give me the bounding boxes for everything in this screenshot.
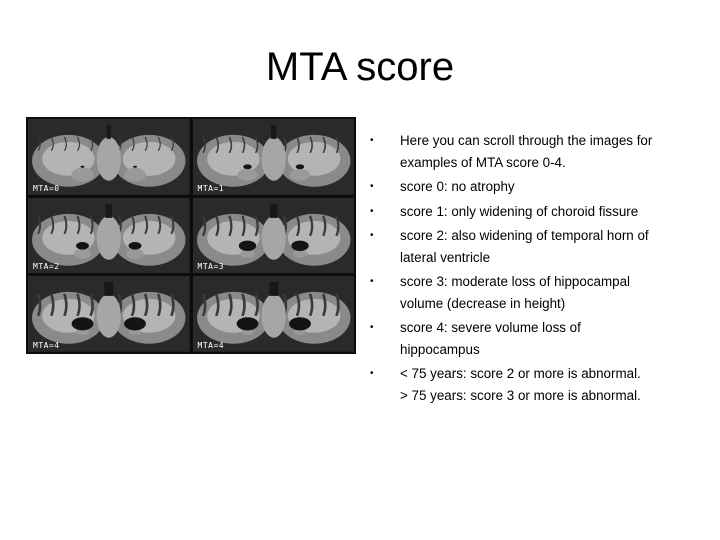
mri-panel-label: MTA=3 [197,262,225,272]
bullet-item [370,130,690,173]
bullet-dot: • [370,276,374,287]
bullet-item [370,225,690,268]
temporal-horn [72,318,94,331]
bullet-text: examples of MTA score 0-4. [400,154,566,170]
bullet-text: score 1: only widening of choroid fissure [400,203,639,219]
bullet-text: lateral ventricle [400,249,491,265]
temporal-horn [243,164,251,169]
brainstem [97,294,121,338]
bullet-text: score 2: also widening of temporal horn of [400,228,649,243]
slide-title: MTA score [265,45,455,89]
temporal-horn [76,242,89,250]
brainstem [97,137,121,181]
mri-panel-label: MTA=2 [33,262,60,272]
temporal-horn [238,240,255,250]
bullet-text: Here you can scroll through the images for [400,133,653,148]
bullet-dot: • [370,230,374,241]
bullet-text: score 0: no atrophy [400,179,515,194]
bullet-text: score 3: moderate loss of hippocampal [400,274,630,289]
mri-panel [28,119,190,195]
mri-panel [28,198,190,274]
temporal-horn [295,164,303,169]
bullet-text: volume (decrease in height) [400,295,566,311]
temporal-horn [129,242,142,250]
bullet-text: score 4: severe volume loss of [400,320,581,335]
hippocampus [74,248,91,258]
temporal-horn [124,318,146,331]
temporal-horn [133,166,137,168]
bullet-item [370,176,690,198]
bullet-text: hippocampus [400,341,480,357]
temporal-horn [291,240,308,250]
ventricle [271,125,276,139]
bullet-text: > 75 years: score 3 or more is abnormal. [400,387,641,403]
bullet-item [370,317,690,360]
bullet-dot: • [370,205,374,217]
mri-panel-label: MTA=4 [33,340,60,350]
brainstem [261,216,285,260]
bullet-dot: • [370,135,374,146]
ventricle [106,204,112,218]
bullet-dot: • [370,181,374,192]
hippocampus [124,168,146,182]
temporal-horn [236,318,258,331]
mri-panel-label: MTA=0 [33,183,60,193]
bullet-dot: • [370,322,374,333]
bullet-list [370,130,690,409]
bullet-item [370,363,690,406]
mri-panel [193,198,355,274]
mri-panel [193,276,355,352]
ventricle [269,204,277,218]
brainstem [97,216,121,260]
mri-figure-grid [26,117,356,354]
bullet-text: < 75 years: score 2 or more is abnormal. [400,366,641,381]
ventricle [107,125,111,139]
bullet-dot: • [370,368,374,379]
temporal-horn [289,318,311,331]
mri-panel [193,119,355,195]
brainstem [261,137,285,181]
hippocampus [71,168,93,182]
ventricle [269,282,278,296]
mri-panel-label: MTA=1 [197,183,225,193]
bullet-item [370,271,690,314]
hippocampus [237,169,257,181]
ventricle [104,282,113,296]
brainstem [261,294,285,338]
mri-panel [28,276,190,352]
bullet-item [370,201,690,223]
hippocampus [290,169,310,181]
hippocampus [126,248,143,258]
mri-panel-label: MTA=4 [197,340,225,350]
temporal-horn [80,166,84,168]
